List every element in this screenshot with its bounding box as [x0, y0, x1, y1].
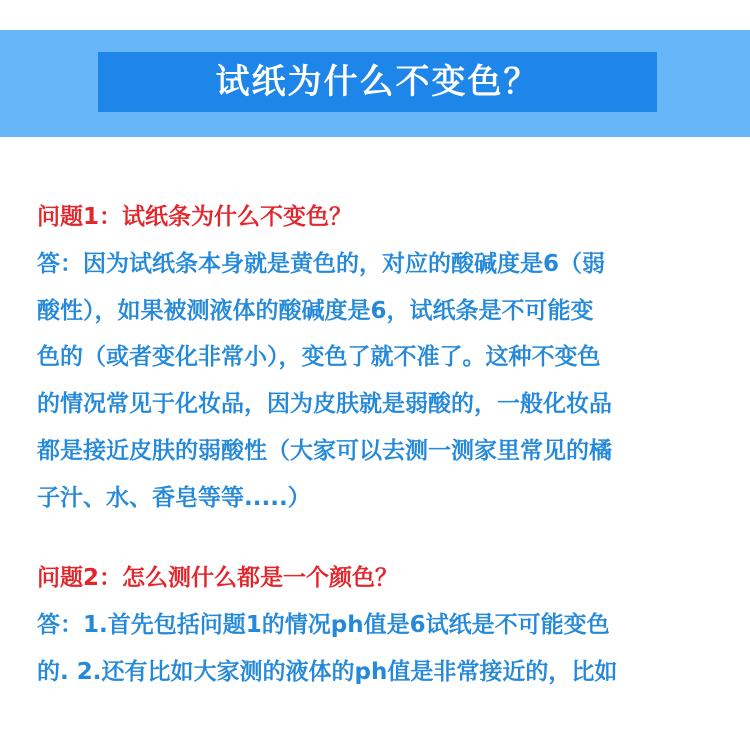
top-margin [0, 0, 750, 30]
question-1: 问题1：试纸条为什么不变色？ [37, 204, 353, 230]
question-2: 问题2：怎么测什么都是一个颜色？ [37, 565, 399, 592]
qa-content [37, 193, 727, 729]
answer-1-line-5: 都是接近皮肤的弱酸性（大家可以去测一测家里常见的橘 [37, 437, 612, 464]
qa-item-2 [37, 554, 727, 695]
answer-2-line-1: 答：1.首先包括问题1的情况ph值是6试纸是不可能变色 [37, 612, 610, 639]
answer-1-line-1: 答：因为试纸条本身就是黄色的，对应的酸碱度是6（弱 [37, 251, 606, 277]
page-title: 试纸为什么不变色？ [215, 62, 540, 102]
answer-1 [37, 241, 727, 521]
answer-2 [37, 602, 727, 695]
answer-1-line-4: 的情况常见于化妆品，因为皮肤就是弱酸的，一般化妆品 [37, 391, 612, 418]
answer-1-line-3: 色的（或者变化非常小），变色了就不准了。这种不变色 [37, 344, 601, 371]
qa-item-1 [37, 193, 727, 521]
answer-1-line-6: 子汁、水、香皂等等.....） [37, 484, 311, 511]
answer-1-line-2: 酸性），如果被测液体的酸碱度是6，试纸条是不可能变 [37, 297, 594, 324]
title-box [98, 52, 657, 112]
answer-2-line-2: 的. 2.还有比如大家测的液体的ph值是非常接近的，比如 [37, 658, 618, 685]
